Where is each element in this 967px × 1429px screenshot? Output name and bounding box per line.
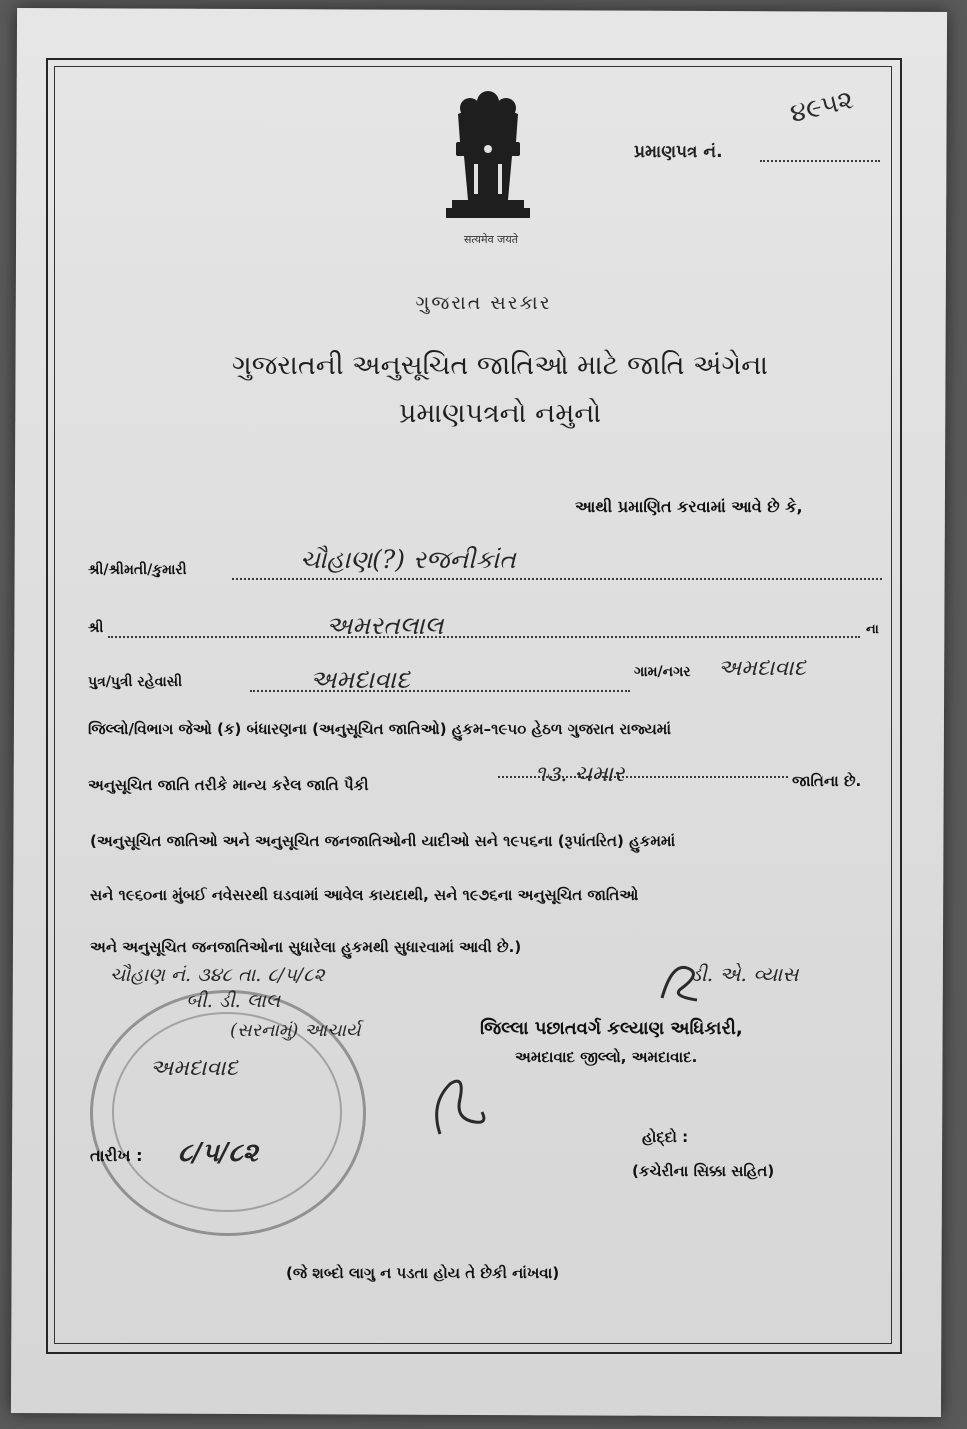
village-value: અમદાવાદ (718, 656, 806, 681)
document-title-line1: ગુજરાતની અનુસૂચિત જાતિઓ માટે જાતિ અંગેના (232, 350, 768, 381)
body-line3: (અનુસૂચિત જાતિઓ અને અનુસૂચિત જનજાતિઓની યાદીઓ સને ૧૯૫૬ના (રૂપાંતરિત) હુકમમાં (90, 832, 676, 850)
village-label: ગામ/નગર (634, 664, 691, 680)
emblem-caption: सत्यमेव जयते (463, 233, 518, 246)
handwritten-note-line3: (સરનામું) આચાર્ય (230, 1020, 361, 1041)
footer-note: (જે શબ્દો લાગુ ન પડતા હોય તે છેકી નાંખવા) (286, 1264, 560, 1282)
handwritten-note-line4: અમદાવાદ (150, 1056, 238, 1081)
father-dots (108, 636, 860, 638)
caste-value: ૧૩. ચમાર (535, 762, 625, 787)
initials-mark (420, 1074, 500, 1144)
officer-designation-line2: અમદાવાદ જીલ્લો, અમદાવાદ. (515, 1048, 698, 1066)
office-stamp-inner-ring (112, 1012, 342, 1212)
designation-label: હોદ્દો : (642, 1128, 689, 1146)
handwritten-note-line1: ચૌહાણ નં. ૩૪૮ તા. ૮/૫/૮૨ (110, 964, 325, 986)
body-line2a: અનુસૂચિત જાતિ તરીકે માન્ય કરેલ જાતિ પૈકી (88, 776, 369, 794)
resident-label: પુત્ર/પુત્રી રહેવાસી (88, 674, 183, 690)
handwritten-note-line2: બી. ડી. લાલ (186, 990, 281, 1012)
body-line2b: જાતિના છે. (792, 772, 862, 790)
father-label: શ્રી (88, 620, 104, 636)
document-title-line2: પ્રમાણપત્રનો નમુનો (398, 398, 602, 429)
officer-designation-line1: જિલ્લા પછાતવર્ગ કલ્યાણ અધિકારી, (480, 1018, 743, 1039)
resident-dots (250, 690, 630, 692)
officer-signature: ડી. એ. વ્યાસ (690, 962, 799, 986)
name-dots (232, 578, 882, 580)
resident-value: અમદાવાદ (310, 665, 410, 694)
name-value: ચૌહાણ(?) રજનીકાંત (300, 545, 516, 574)
date-value: ૮/૫/૮૨ (178, 1138, 258, 1168)
state-emblem-icon (438, 82, 538, 232)
body-line4: સને ૧૯૬૦ના મુંબઈ નવેસરથી ઘડવામાં આવેલ કાયદાથી, સને ૧૯૭૬ના અનુસૂચિત જાતિઓ (90, 886, 639, 904)
officer-signature-mark (652, 958, 712, 1008)
father-value: અમરતલાલ (326, 611, 444, 640)
seal-note: (કચેરીના સિક્કા સહિત) (632, 1162, 775, 1180)
certify-line: આથી પ્રમાણિત કરવામાં આવે છે કે, (575, 497, 803, 516)
father-suffix: ના (866, 622, 879, 637)
certificate-number-value: ૪૯૫૨ (787, 84, 857, 130)
date-label: તારીખ : (90, 1146, 143, 1165)
body-line5: અને અનુસૂચિત જનજાતિઓના સુધારેલા હુકમથી સુધારવામાં આવી છે.) (90, 938, 522, 956)
body-line1: જિલ્લો/વિભાગ જેઓ (ક) બંધારણના (અનુસૂચિત જાતિઓ) હુકમ–૧૯૫૦ હેઠળ ગુજરાત રાજ્યમાં (88, 720, 672, 738)
certificate-number-dots (760, 160, 880, 162)
certificate-number-label: પ્રમાણપત્ર નં. (634, 142, 723, 162)
government-heading: ગુજરાત સરકાર (415, 292, 552, 314)
name-label: શ્રી/શ્રીમતી/કુમારી (88, 562, 187, 578)
